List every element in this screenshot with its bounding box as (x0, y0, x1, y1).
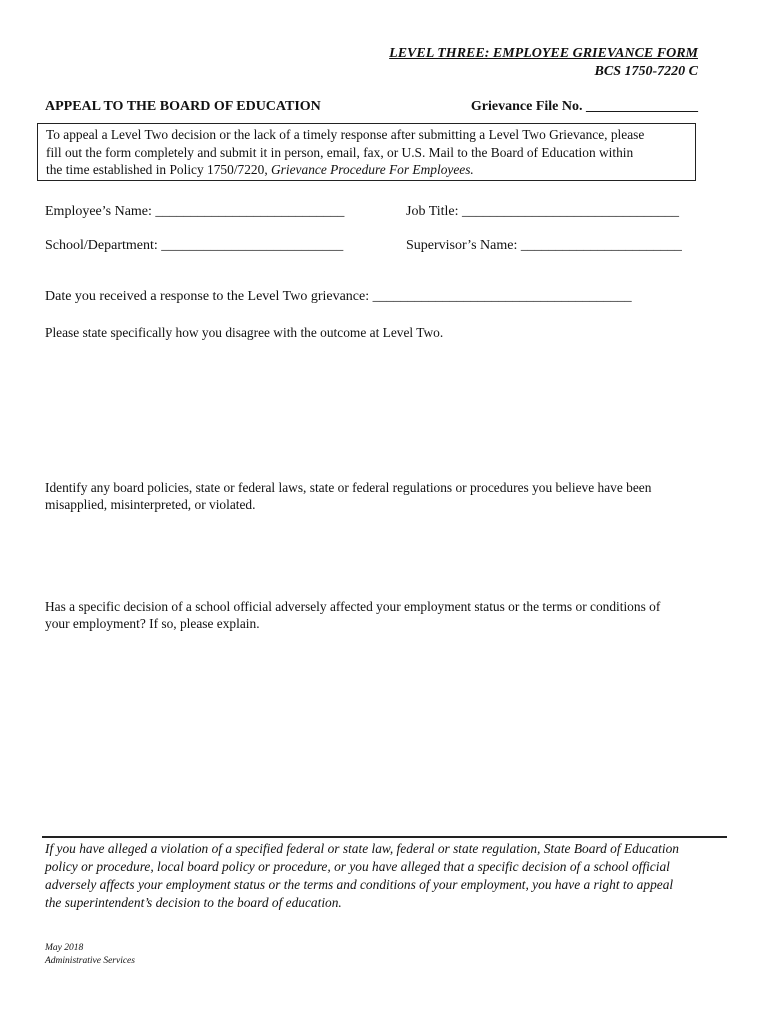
question-decision-line-1: Has a specific decision of a school official adversely affected your employment status or the terms or conditions of (45, 599, 661, 614)
grievance-file-number-field[interactable]: Grievance File No. ________________ (470, 99, 698, 114)
notice-line-4: the superintendent’s decision to the board of education. (45, 895, 342, 910)
notice-line-2: policy or procedure, local board policy or procedure, or you have alleged that a specific decision of a school official (45, 859, 670, 874)
instructions-line-3 (46, 161, 687, 179)
instructions-line-3-text: the time established in Policy 1750/7220, (46, 162, 272, 177)
policy-name: Grievance Procedure For Employees. (271, 162, 474, 177)
footer-date: May 2018 (45, 943, 84, 953)
answer-area-decision[interactable] (45, 637, 725, 827)
appeal-rights-notice (45, 840, 735, 912)
answer-area-disagreement[interactable] (45, 346, 725, 466)
question-decision-line-2: your employment? If so, please explain. (45, 616, 260, 631)
footer (45, 942, 135, 968)
form-title: LEVEL THREE: EMPLOYEE GRIEVANCE FORM (389, 46, 698, 61)
question-policies-line-2: misapplied, misinterpreted, or violated. (45, 497, 256, 512)
question-policies-line-1: Identify any board policies, state or federal laws, state or federal regulations or procedures you believe have been (45, 480, 652, 495)
job-title-field[interactable]: Job Title: _______________________________ (406, 204, 680, 219)
instructions-line-2: fill out the form completely and submit it in person, email, fax, or U.S. Mail to the Board of Education within (46, 144, 634, 160)
school-department-field[interactable]: School/Department: __________________________ (45, 238, 344, 253)
footer-department: Administrative Services (45, 956, 135, 966)
notice-line-3: adversely affects your employment status or the terms and conditions of your employment, you have a right to appeal (45, 877, 674, 892)
instructions-box (37, 123, 696, 181)
supervisor-name-field[interactable]: Supervisor’s Name: _______________________ (406, 238, 682, 253)
section-title: APPEAL TO THE BOARD OF EDUCATION (45, 99, 321, 114)
instructions-line-1: To appeal a Level Two decision or the lack of a timely response after submitting a Level Two Grievance, please (46, 127, 645, 142)
date-received-field[interactable]: Date you received a response to the Level Two grievance: _____________________________________ (45, 289, 632, 304)
notice-divider (42, 836, 727, 838)
question-disagreement: Please state specifically how you disagree with the outcome at Level Two. (45, 325, 444, 340)
form-code: BCS 1750-7220 C (594, 64, 698, 79)
answer-area-policies[interactable] (45, 518, 725, 593)
notice-line-1: If you have alleged a violation of a specified federal or state law, federal or state regulation, State Board of Education (45, 841, 679, 856)
employee-name-field[interactable]: Employee’s Name: ___________________________ (45, 204, 345, 219)
